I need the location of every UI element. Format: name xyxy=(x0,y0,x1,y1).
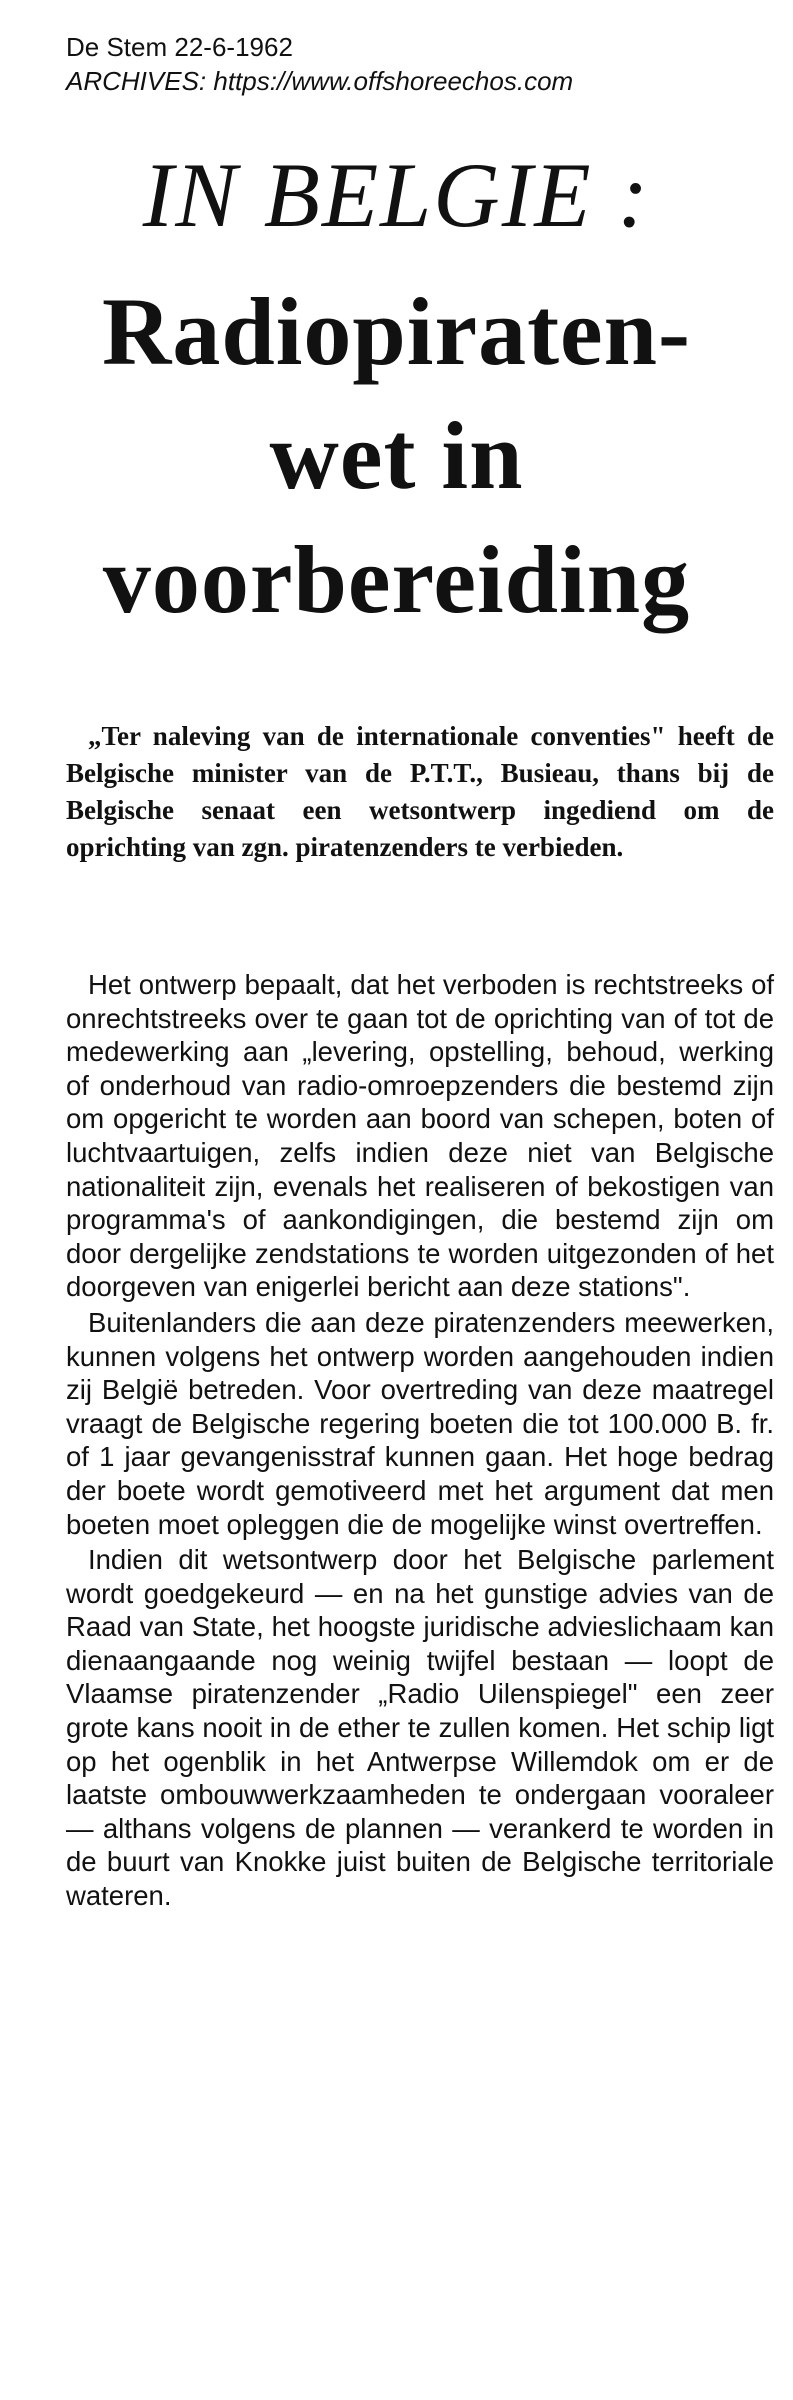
archive-line: ARCHIVES: https://www.offshoreechos.com xyxy=(66,66,574,96)
article-body xyxy=(66,968,774,1915)
body-paragraph: Buitenlanders die aan deze piratenzenders meewerken, kunnen volgens het ontwerp worden aangehouden indien zij België betreden. Voor overtreding van deze maatregel vraagt de Belgische regering boeten die tot 100.000 B. fr. of 1 jaar gevangenisstraf kunnen gaan. Het hoge bedrag der boete wordt gemotiveerd met het argument dat men boeten moet opleggen die de mogelijke winst overtreffen. xyxy=(66,1306,774,1540)
article-kicker: IN BELGIE : xyxy=(142,144,651,246)
body-paragraph: Indien dit wetsontwerp door het Belgische parlement wordt goedgekeurd — en na het gunstige advies van de Raad van State, het hoogste juridische advieslichaam kan dienaangaande nog weinig twijfel bestaan — loopt de Vlaamse piratenzender „Radio Uilenspiegel" een zeer grote kans nooit in de ether te zullen komen. Het schip ligt op het ogenblik in het Antwerpse Willemdok om er de laatste ombouwwerkzaamheden te ondergaan vooraleer — althans volgens de plannen — verankerd te worden in de buurt van Knokke juist buiten de Belgische territoriale wateren. xyxy=(66,1544,774,1912)
article-headline xyxy=(0,270,793,642)
headline-line: Radiopiraten- xyxy=(102,278,691,385)
headline-line: wet in xyxy=(269,402,524,509)
headline-line: voorbereiding xyxy=(102,526,691,633)
body-paragraph: Het ontwerp bepaalt, dat het verboden is rechtstreeks of onrechtstreeks over te gaan tot de oprichting van of tot de medewerking aan „levering, opstelling, behoud, werking of onderhoud van radio-omroepzenders die bestemd zijn om opgericht te worden aan boord van schepen, boten of luchtvaartuigen, zelfs indien deze niet van Belgische nationaliteit zijn, evenals het realiseren of bekostigen van programma's of aankondigingen, die bestemd zijn om door dergelijke zendstations te worden uitgezonden of het doorgeven van enigerlei bericht aan deze stations". xyxy=(66,969,774,1303)
article-lede: „Ter naleving van de internationale conventies" heeft de Belgische minister van de P.T.T., Busieau, thans bij de Belgische senaat een wetsontwerp ingediend om de oprichting van zgn. piratenzenders te verbieden. xyxy=(66,721,774,862)
page-header xyxy=(66,30,573,98)
source-line: De Stem 22-6-1962 xyxy=(66,32,293,62)
